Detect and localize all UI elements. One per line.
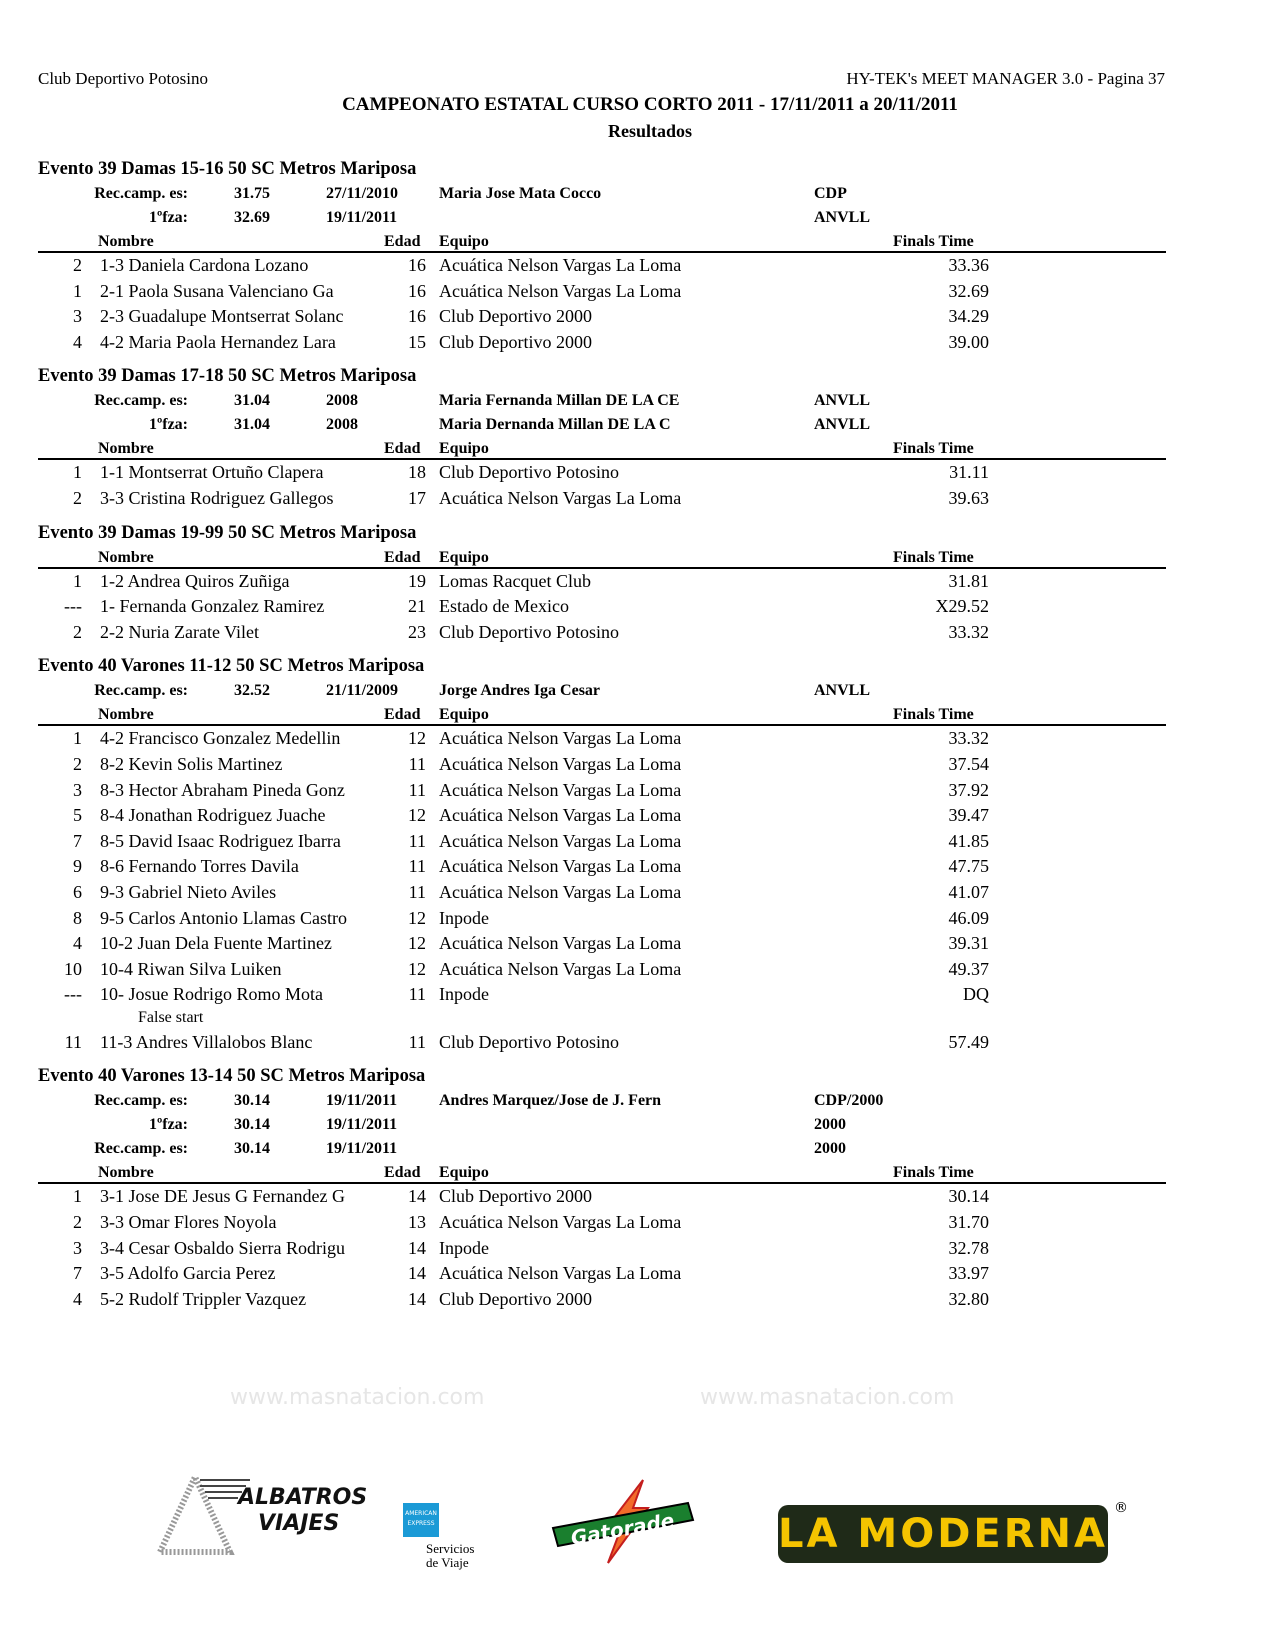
finals-time: 37.54: [948, 753, 989, 774]
result-row: [38, 803, 1166, 829]
swimmer-age: 23: [408, 621, 426, 642]
result-note: False start: [138, 1008, 204, 1026]
swimmer-age: 16: [408, 280, 426, 301]
result-place: 9: [73, 856, 82, 877]
swimmer-name: 10-4 Riwan Silva Luiken: [100, 958, 282, 979]
record-date: 2008: [326, 392, 358, 410]
finals-time: 49.37: [948, 958, 989, 979]
record-date: 27/11/2010: [326, 185, 399, 202]
watermark: www.masnatacion.com: [700, 1385, 955, 1410]
result-place: 1: [73, 728, 82, 749]
record-team: 2000: [814, 1116, 846, 1134]
watermark: www.masnatacion.com: [230, 1385, 485, 1410]
record-holder: Maria Fernanda Millan DE LA CE: [439, 392, 680, 410]
record-time: 32.69: [234, 209, 270, 226]
column-header: [38, 703, 1166, 726]
result-place: 6: [73, 881, 82, 902]
finals-time: 31.81: [948, 570, 989, 591]
finals-time: 39.31: [948, 933, 989, 954]
result-row: [38, 931, 1166, 957]
result-row: [38, 957, 1166, 983]
result-place: 2: [73, 255, 82, 275]
column-equipo: Equipo: [439, 706, 489, 724]
result-place: 1: [73, 462, 82, 483]
result-place: 4: [73, 331, 82, 352]
swimmer-team: Club Deportivo 2000: [439, 331, 592, 352]
swimmer-name: 10-2 Juan Dela Fuente Martinez: [100, 933, 332, 954]
result-place: 2: [73, 621, 82, 642]
finals-time: 33.36: [948, 255, 989, 275]
software-page-label: HY-TEK's MEET MANAGER 3.0 - Pagina 37: [846, 69, 1165, 88]
result-place: 4: [73, 1288, 82, 1309]
swimmer-name: 1-3 Daniela Cardona Lozano: [100, 255, 309, 275]
swimmer-team: Estado de Mexico: [439, 596, 569, 617]
swimmer-age: 12: [408, 805, 426, 826]
record-date: 21/11/2009: [326, 682, 399, 700]
result-row: [38, 854, 1166, 880]
finals-time: X29.52: [935, 596, 989, 617]
swimmer-team: Acuática Nelson Vargas La Loma: [439, 933, 682, 954]
record-date: 19/11/2011: [326, 1092, 398, 1110]
swimmer-team: Acuática Nelson Vargas La Loma: [439, 881, 682, 902]
record-time: 31.75: [234, 185, 270, 202]
result-row: [38, 778, 1166, 804]
finals-time: 39.47: [948, 805, 989, 826]
record-team: CDP: [814, 185, 847, 202]
finals-time: 34.29: [948, 306, 989, 327]
result-place: 3: [73, 306, 82, 327]
finals-time: 57.49: [948, 1031, 989, 1052]
result-place: 10: [64, 958, 82, 979]
result-row: [38, 1030, 1166, 1056]
swimmer-team: Inpode: [439, 984, 489, 1005]
swimmer-age: 13: [408, 1212, 426, 1233]
result-place: 7: [73, 830, 82, 851]
swimmer-name: 3-3 Omar Flores Noyola: [100, 1212, 277, 1233]
finals-time: 33.97: [948, 1263, 989, 1284]
column-finals-time: Finals Time: [893, 548, 974, 566]
swimmer-age: 12: [408, 728, 426, 749]
result-place: 2: [73, 1212, 82, 1233]
column-edad: Edad: [384, 1164, 421, 1182]
swimmer-age: 16: [408, 306, 426, 327]
record-label: Rec.camp. es:: [94, 1140, 188, 1158]
result-place: 11: [64, 1031, 82, 1052]
club-name: Club Deportivo Potosino: [38, 69, 209, 88]
record-time: 30.14: [234, 1116, 270, 1134]
column-nombre: Nombre: [98, 233, 154, 250]
result-row: [38, 569, 1166, 595]
record-label: 1ºfza:: [148, 416, 188, 434]
record-label: Rec.camp. es:: [94, 682, 188, 700]
swimmer-age: 11: [408, 881, 426, 902]
result-row: [38, 620, 1166, 646]
record-row: [38, 679, 1166, 703]
result-row: [38, 486, 1166, 512]
swimmer-team: Club Deportivo Potosino: [439, 462, 620, 483]
results-subtitle: Resultados: [607, 121, 692, 141]
finals-time: 47.75: [948, 856, 989, 877]
finals-time: 33.32: [948, 728, 989, 749]
result-place: 7: [73, 1263, 82, 1284]
swimmer-age: 21: [408, 596, 426, 617]
swimmer-age: 16: [408, 255, 426, 275]
swimmer-name: 8-2 Kevin Solis Martinez: [100, 753, 283, 774]
result-row: [38, 752, 1166, 778]
result-place: ---: [64, 596, 82, 617]
result-place: 1: [73, 570, 82, 591]
column-equipo: Equipo: [439, 1164, 489, 1182]
result-place: 5: [73, 805, 82, 826]
swimmer-age: 12: [408, 933, 426, 954]
la-moderna-logo: LA MODERNA: [778, 1505, 1108, 1563]
swimmer-age: 11: [408, 1031, 426, 1052]
record-team: ANVLL: [814, 416, 871, 434]
result-row: [38, 829, 1166, 855]
column-finals-time: Finals Time: [893, 233, 974, 250]
swimmer-name: 3-5 Adolfo Garcia Perez: [100, 1263, 276, 1284]
result-row: [38, 253, 1166, 279]
result-place: 1: [73, 280, 82, 301]
column-equipo: Equipo: [439, 548, 489, 566]
swimmer-age: 14: [408, 1288, 426, 1309]
event-section: [38, 364, 1166, 511]
record-team: ANVLL: [814, 209, 871, 226]
record-holder: Maria Dernanda Millan DE LA C: [439, 416, 671, 434]
amex-logo: AMERICAN EXPRESS: [403, 1503, 439, 1537]
swimmer-name: 3-4 Cesar Osbaldo Sierra Rodrigu: [100, 1237, 345, 1258]
record-date: 19/11/2011: [326, 1116, 398, 1134]
swimmer-age: 11: [408, 753, 426, 774]
swimmer-age: 17: [408, 487, 426, 508]
finals-time: 41.85: [948, 830, 989, 851]
swimmer-age: 18: [408, 462, 426, 483]
record-holder: Andres Marquez/Jose de J. Fern: [439, 1092, 662, 1110]
swimmer-name: 5-2 Rudolf Trippler Vazquez: [100, 1288, 307, 1309]
record-date: 2008: [326, 416, 358, 434]
swimmer-name: 4-2 Francisco Gonzalez Medellin: [100, 728, 341, 749]
result-row: [38, 880, 1166, 906]
result-row: [38, 982, 1166, 1008]
swimmer-age: 15: [408, 331, 426, 352]
swimmer-team: Acuática Nelson Vargas La Loma: [439, 830, 682, 851]
swimmer-age: 11: [408, 856, 426, 877]
event-section: [38, 1064, 1166, 1312]
swimmer-team: Lomas Racquet Club: [439, 570, 591, 591]
swimmer-team: Club Deportivo Potosino: [439, 1031, 620, 1052]
record-team: ANVLL: [814, 392, 871, 410]
result-place: 3: [73, 779, 82, 800]
result-row: [38, 594, 1166, 620]
record-row: [38, 206, 1166, 230]
swimmer-team: Inpode: [439, 907, 489, 928]
column-equipo: Equipo: [439, 233, 489, 250]
result-row: [38, 460, 1166, 486]
result-row: [38, 330, 1166, 356]
event-title: Evento 39 Damas 15-16 50 SC Metros Mariposa: [38, 159, 417, 179]
swimmer-name: 2-1 Paola Susana Valenciano Ga: [100, 280, 334, 301]
swimmer-name: 4-2 Maria Paola Hernandez Lara: [100, 331, 336, 352]
swimmer-name: 9-5 Carlos Antonio Llamas Castro: [100, 907, 347, 928]
record-label: 1ºfza:: [148, 209, 188, 226]
swimmer-team: Acuática Nelson Vargas La Loma: [439, 487, 682, 508]
swimmer-team: Acuática Nelson Vargas La Loma: [439, 280, 682, 301]
result-row: [38, 304, 1166, 330]
column-nombre: Nombre: [98, 440, 154, 458]
finals-time: 30.14: [948, 1186, 989, 1207]
finals-time: 32.78: [948, 1237, 989, 1258]
swimmer-team: Acuática Nelson Vargas La Loma: [439, 728, 682, 749]
event-section: [38, 654, 1166, 1055]
swimmer-team: Acuática Nelson Vargas La Loma: [439, 255, 682, 275]
swimmer-name: 3-3 Cristina Rodriguez Gallegos: [100, 487, 334, 508]
column-finals-time: Finals Time: [893, 1164, 974, 1182]
svg-text:ALBATROS: ALBATROS: [238, 1485, 368, 1510]
record-time: 30.14: [234, 1140, 270, 1158]
column-header: [38, 1161, 1166, 1184]
swimmer-team: Acuática Nelson Vargas La Loma: [439, 1263, 682, 1284]
result-row: [38, 726, 1166, 752]
swimmer-age: 11: [408, 779, 426, 800]
swimmer-team: Club Deportivo 2000: [439, 306, 592, 327]
record-time: 30.14: [234, 1092, 270, 1110]
record-row: [38, 1113, 1166, 1137]
record-date: 19/11/2011: [326, 209, 398, 226]
sponsor-logos: [0, 1460, 1275, 1580]
record-team: ANVLL: [814, 682, 871, 700]
record-date: 19/11/2011: [326, 1140, 398, 1158]
swimmer-name: 1-2 Andrea Quiros Zuñiga: [100, 570, 290, 591]
record-team: CDP/2000: [814, 1092, 884, 1110]
record-label: Rec.camp. es:: [94, 185, 188, 202]
finals-time: 46.09: [948, 907, 989, 928]
swimmer-age: 14: [408, 1186, 426, 1207]
column-edad: Edad: [384, 706, 421, 724]
swimmer-name: 1-1 Montserrat Ortuño Clapera: [100, 462, 324, 483]
record-label: 1ºfza:: [148, 1116, 188, 1134]
meet-title: CAMPEONATO ESTATAL CURSO CORTO 2011 - 17/11/2011 a 20/11/2011: [342, 94, 958, 115]
column-header: [38, 437, 1166, 460]
gatorade-logo: [548, 1478, 698, 1568]
swimmer-age: 19: [408, 570, 426, 591]
finals-time: 31.70: [948, 1212, 989, 1233]
event-title: Evento 40 Varones 13-14 50 SC Metros Mariposa: [38, 1066, 426, 1087]
result-place: 4: [73, 933, 82, 954]
swimmer-name: 11-3 Andres Villalobos Blanc: [100, 1031, 313, 1052]
column-equipo: Equipo: [439, 440, 489, 458]
result-place: 2: [73, 753, 82, 774]
swimmer-age: 14: [408, 1263, 426, 1284]
finals-time: 31.11: [949, 462, 989, 483]
result-row: [38, 906, 1166, 932]
swimmer-team: Acuática Nelson Vargas La Loma: [439, 779, 682, 800]
record-time: 31.04: [234, 392, 270, 410]
swimmer-team: Acuática Nelson Vargas La Loma: [439, 805, 682, 826]
record-time: 31.04: [234, 416, 270, 434]
result-place: 3: [73, 1237, 82, 1258]
result-place: 8: [73, 907, 82, 928]
record-row: [38, 1137, 1166, 1161]
column-header: [38, 546, 1166, 569]
column-edad: Edad: [384, 440, 421, 458]
result-row: [38, 279, 1166, 305]
swimmer-name: 8-5 David Isaac Rodriguez Ibarra: [100, 830, 341, 851]
record-row: [38, 1089, 1166, 1113]
event-title: Evento 40 Varones 11-12 50 SC Metros Mariposa: [38, 656, 425, 677]
column-nombre: Nombre: [98, 706, 154, 724]
finals-time: DQ: [963, 984, 989, 1005]
finals-time: 39.00: [948, 331, 989, 352]
swimmer-age: 14: [408, 1237, 426, 1258]
swimmer-team: Acuática Nelson Vargas La Loma: [439, 753, 682, 774]
swimmer-team: Club Deportivo 2000: [439, 1186, 592, 1207]
swimmer-age: 12: [408, 958, 426, 979]
swimmer-team: Acuática Nelson Vargas La Loma: [439, 958, 682, 979]
result-row: [38, 1210, 1166, 1236]
finals-time: 39.63: [948, 487, 989, 508]
svg-text:Gatorade: Gatorade: [568, 1508, 676, 1551]
finals-time: 32.80: [948, 1288, 989, 1309]
result-row: [38, 1261, 1166, 1287]
swimmer-age: 11: [408, 984, 426, 1005]
record-team: 2000: [814, 1140, 846, 1158]
swimmer-age: 11: [408, 830, 426, 851]
swimmer-name: 9-3 Gabriel Nieto Aviles: [100, 881, 277, 902]
event-section: [38, 157, 1166, 355]
swimmer-name: 8-3 Hector Abraham Pineda Gonz: [100, 779, 345, 800]
result-place: 1: [73, 1186, 82, 1207]
finals-time: 33.32: [948, 621, 989, 642]
swimmer-age: 12: [408, 907, 426, 928]
column-finals-time: Finals Time: [893, 440, 974, 458]
svg-text:VIAJES: VIAJES: [258, 1511, 340, 1536]
record-row: [38, 389, 1166, 413]
column-edad: Edad: [384, 548, 421, 566]
result-row: [38, 1184, 1166, 1210]
result-place: ---: [64, 984, 82, 1005]
result-row: [38, 1287, 1166, 1313]
swimmer-team: Inpode: [439, 1237, 489, 1258]
swimmer-name: 10- Josue Rodrigo Romo Mota: [100, 984, 323, 1005]
swimmer-name: 3-1 Jose DE Jesus G Fernandez G: [100, 1186, 345, 1207]
swimmer-name: 2-3 Guadalupe Montserrat Solanc: [100, 306, 344, 327]
event-title: Evento 39 Damas 19-99 50 SC Metros Mariposa: [38, 522, 417, 543]
swimmer-team: Club Deportivo Potosino: [439, 621, 620, 642]
finals-time: 32.69: [948, 280, 989, 301]
swimmer-name: 8-4 Jonathan Rodriguez Juache: [100, 805, 326, 826]
result-row: [38, 1236, 1166, 1262]
results-list: [38, 157, 1166, 1321]
albatros-logo: [150, 1472, 400, 1572]
swimmer-name: 2-2 Nuria Zarate Vilet: [100, 621, 260, 642]
column-nombre: Nombre: [98, 548, 154, 566]
result-place: 2: [73, 487, 82, 508]
event-section: [38, 521, 1166, 646]
column-nombre: Nombre: [98, 1164, 154, 1182]
swimmer-team: Club Deportivo 2000: [439, 1288, 592, 1309]
finals-time: 41.07: [948, 881, 989, 902]
record-row: [38, 182, 1166, 206]
column-finals-time: Finals Time: [893, 706, 974, 724]
record-time: 32.52: [234, 682, 270, 700]
column-edad: Edad: [384, 233, 421, 250]
swimmer-team: Acuática Nelson Vargas La Loma: [439, 856, 682, 877]
registered-mark: ®: [1114, 1500, 1128, 1516]
record-label: Rec.camp. es:: [94, 1092, 188, 1110]
record-row: [38, 413, 1166, 437]
record-holder: Jorge Andres Iga Cesar: [439, 682, 601, 700]
column-header: [38, 230, 1166, 253]
record-holder: Maria Jose Mata Cocco: [439, 185, 602, 202]
swimmer-name: 1- Fernanda Gonzalez Ramirez: [100, 596, 325, 617]
servicios-viaje-label: Servicios de Viaje: [426, 1541, 475, 1570]
swimmer-team: Acuática Nelson Vargas La Loma: [439, 1212, 682, 1233]
swimmer-name: 8-6 Fernando Torres Davila: [100, 856, 299, 877]
finals-time: 37.92: [948, 779, 989, 800]
record-label: Rec.camp. es:: [94, 392, 188, 410]
event-title: Evento 39 Damas 17-18 50 SC Metros Mariposa: [38, 366, 417, 387]
